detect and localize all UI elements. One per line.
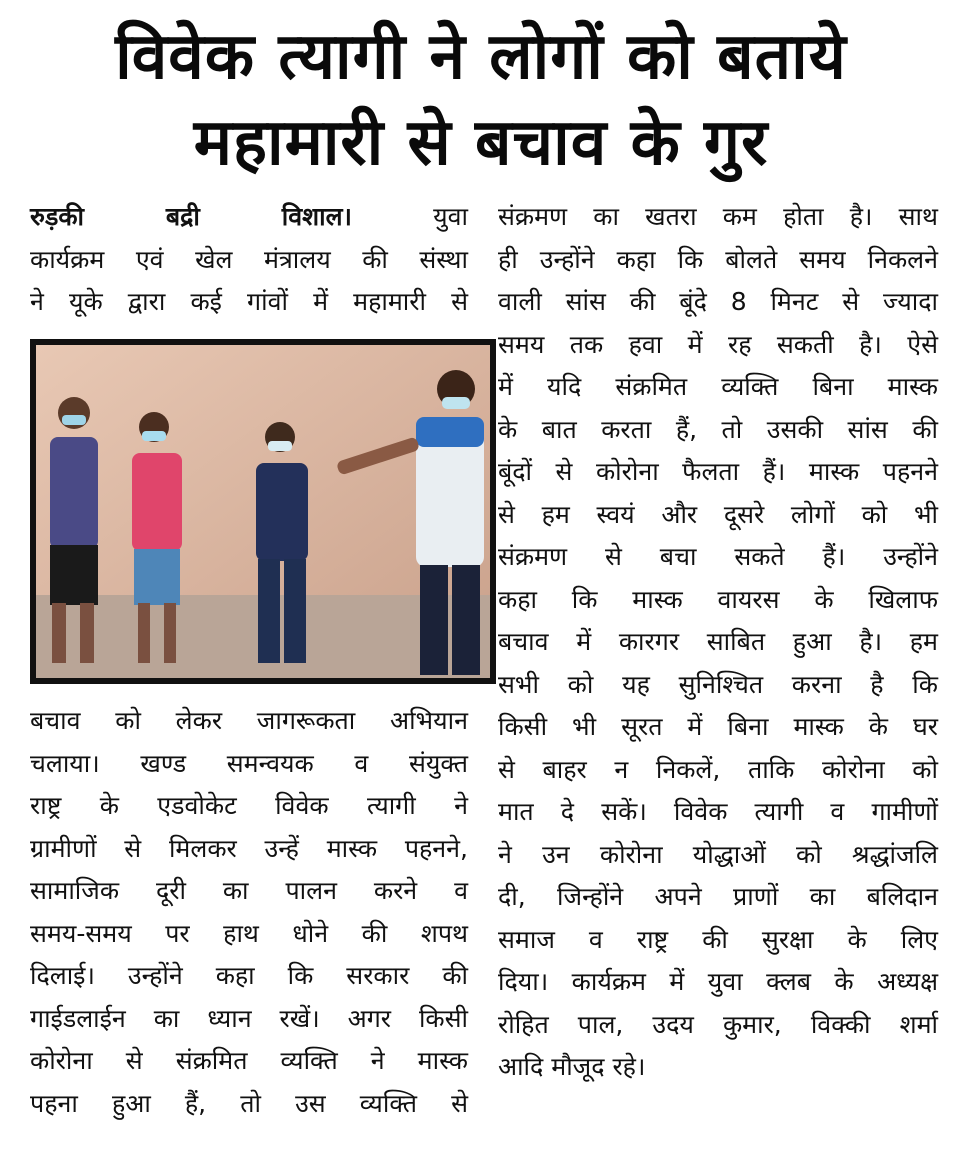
article-text-line: चलाया। खण्ड समन्वयक व संयुक्त: [30, 748, 468, 778]
article-text-line: सामाजिक दूरी का पालन करने व: [30, 876, 468, 905]
article-text-line: रोहित पाल, उदय कुमार, विक्की शर्मा: [498, 1009, 938, 1039]
article-text-line: युवा: [352, 202, 468, 231]
headline-line-1: विवेक त्यागी ने लोगों को बताये: [115, 20, 847, 94]
article-text-line: समय तक हवा में रह सकती है। ऐसे: [498, 329, 938, 359]
article-column-left-top: [30, 196, 468, 324]
article-text-line: बचाव को लेकर जागरूकता अभियान: [30, 706, 468, 735]
article-text-line: कार्यक्रम एवं खेल मंत्रालय की संस्था: [30, 244, 468, 274]
article-text-line: सभी को यह सुनिश्चित करना है कि: [498, 669, 938, 699]
article-text-line: दिया। कार्यक्रम में युवा क्लब के अध्यक्ष: [498, 967, 938, 996]
article-text-line: वाली सांस की बूंदे 8 मिनट से ज्यादा: [498, 287, 938, 316]
article-text-line: गाईडलाईन का ध्यान रखें। अगर किसी: [30, 1003, 468, 1033]
four-youths-photo-image: [36, 345, 490, 678]
dateline: रुड़की बद्री विशाल।: [30, 202, 353, 231]
article-column-right: [498, 196, 938, 1089]
article-text-line: से बाहर न निकलें, ताकि कोरोना को: [498, 754, 938, 784]
article-photo: [30, 339, 496, 684]
article-text-line: मात दे सकें। विवेक त्यागी व गामीणों: [498, 797, 938, 826]
article-text-line: संक्रमण से बचा सकते हैं। उन्होंने: [498, 542, 938, 571]
article-text-line: बूंदों से कोरोना फैलता हैं। मास्क पहनने: [498, 457, 938, 486]
headline: [0, 14, 962, 186]
article-text-line: ने यूके द्वारा कई गांवों में महामारी से: [30, 287, 468, 316]
article-text-line: समय-समय पर हाथ धोने की शपथ: [30, 918, 468, 948]
article-text-line: दिलाई। उन्होंने कहा कि सरकार की: [30, 961, 468, 990]
article-text-line: राष्ट्र के एडवोकेट विवेक त्यागी ने: [30, 791, 468, 820]
article-text-line: कोरोना से संक्रमित व्यक्ति ने मास्क: [30, 1046, 468, 1075]
article-text-line: बचाव में कारगर साबित हुआ है। हम: [498, 627, 938, 656]
article-text-line: में यदि संक्रमित व्यक्ति बिना मास्क: [498, 372, 938, 401]
article-text-line: समाज व राष्ट्र की सुरक्षा के लिए: [498, 924, 938, 954]
article-text-line: कहा कि मास्क वायरस के खिलाफ: [498, 584, 938, 614]
article-text-line: ने उन कोरोना योद्धाओं को श्रद्धांजलि: [498, 839, 938, 869]
article-text-line: से हम स्वयं और दूसरे लोगों को भी: [498, 499, 938, 529]
article-text-line: पहना हुआ हैं, तो उस व्यक्ति से: [30, 1088, 468, 1118]
article-text-line: ग्रामीणों से मिलकर उन्हें मास्क पहनने,: [30, 833, 468, 863]
article-text-line: किसी भी सूरत में बिना मास्क के घर: [498, 712, 938, 741]
article-text-line: आदि मौजूद रहे।: [498, 1052, 646, 1081]
article-column-left-bottom: [30, 700, 468, 1125]
article-text-line: दी, जिन्होंने अपने प्राणों का बलिदान: [498, 882, 938, 911]
article-first-line: [30, 196, 468, 239]
article-text-line: संक्रमण का खतरा कम होता है। साथ: [498, 202, 938, 231]
article-text-line: ही उन्होंने कहा कि बोलते समय निकलने: [498, 244, 938, 274]
headline-line-2: महामारी से बचाव के गुर: [193, 106, 769, 180]
article-text-line: के बात करता हैं, तो उसकी सांस की: [498, 414, 938, 444]
